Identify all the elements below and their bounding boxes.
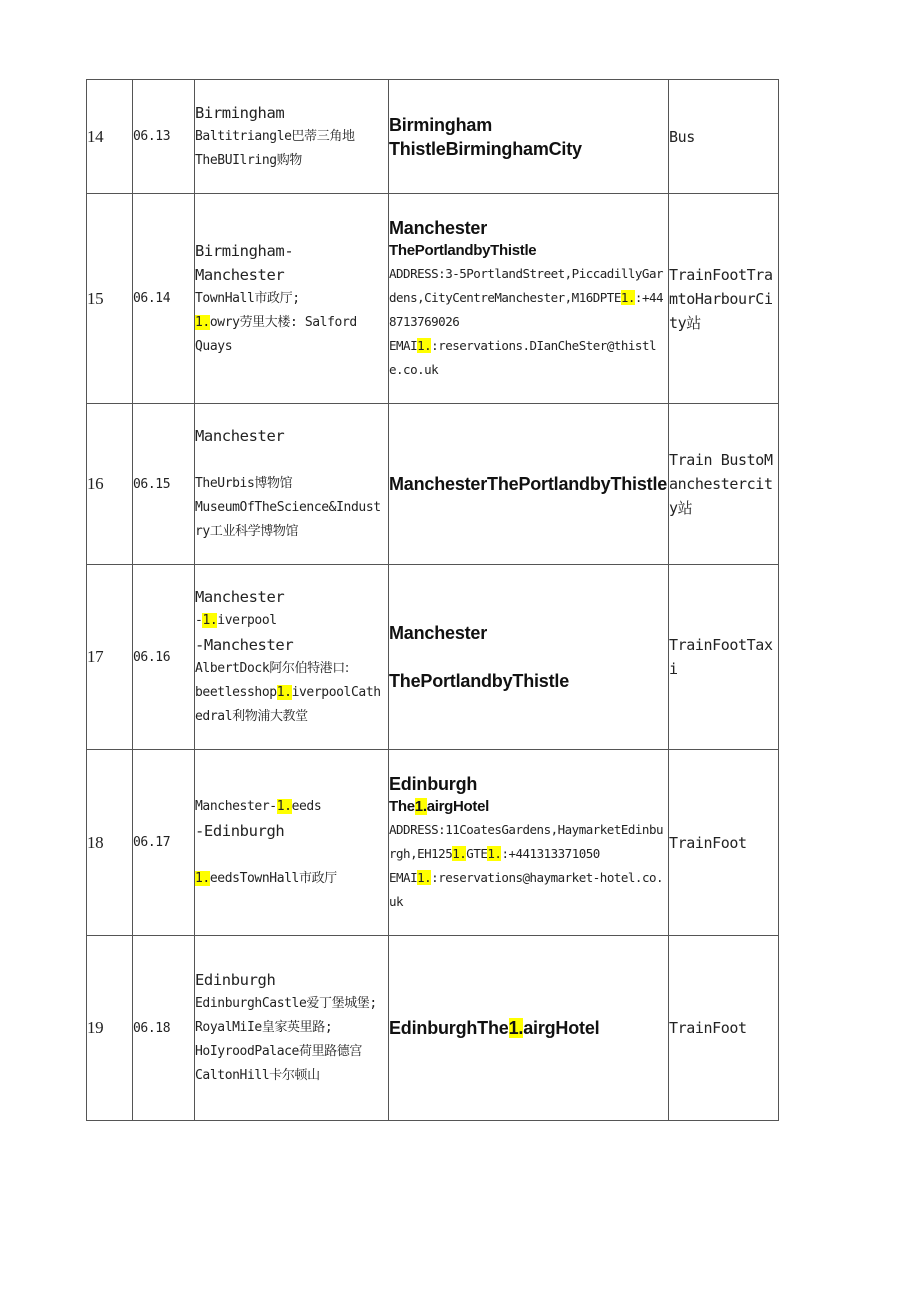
text-run: ThistleBirminghamCity [389,138,582,159]
hotel-name-line [389,240,668,262]
transport-cell [669,404,779,565]
route-line [195,819,388,843]
route-line [195,585,388,609]
text-run: TheUrbis博物馆 [195,476,293,491]
route-line [195,633,388,657]
highlighted-text: 1. [202,613,218,628]
highlighted-text: 1. [452,845,467,861]
route-line [195,795,388,819]
text-run: EMAI [389,869,418,885]
text-run: The [389,797,415,815]
route-line [195,1016,388,1040]
text-run: beetlesshop [195,685,277,700]
route-line [195,101,388,125]
route-cell [195,194,389,404]
text-run: EdinburghCastle爱丁堡城堡; [195,996,377,1011]
hotel-cell [389,80,669,194]
hotel-spacer [389,645,668,669]
text-run: Manchester- [195,798,277,814]
text-run: 市政厅 [298,870,337,886]
transport-cell [669,194,779,404]
hotel-contact-line [389,334,668,382]
table-row [87,194,779,404]
table-row [87,750,779,936]
text-run: Bus [669,127,695,146]
itinerary-table [86,79,779,1121]
text-run: airgHotel [426,797,490,815]
hotel-name-line [389,621,668,645]
route-line [195,287,388,311]
transport-cell [669,80,779,194]
hotel-contact-line [389,866,668,914]
day-number-cell: 18 [87,750,133,936]
text-run: 阿尔伯特港口: [269,661,349,676]
highlighted-text: 1. [417,869,432,885]
route-cell [195,565,389,750]
day-number-cell: 19 [87,936,133,1121]
hotel-cell [389,936,669,1121]
table-row [87,565,779,750]
route-cell [195,404,389,565]
hotel-name-line [389,772,668,796]
route-line [195,125,388,149]
hotel-name-line [389,216,668,240]
highlighted-text: 1. [195,314,210,330]
date-cell: 06.17 [133,750,195,936]
date-cell: 06.15 [133,404,195,565]
date-cell: 06.14 [133,194,195,404]
text-run: airgHotel [523,1018,600,1038]
hotel-contact-line [389,262,668,334]
text-run: ThePortlandbyThistle [389,241,537,259]
text-run: Edinburgh [195,971,276,989]
text-run: RoyalMiIe皇家英里路; [195,1020,333,1035]
text-run: TheBUIlring购物 [195,152,302,168]
text-run: AlbertDock [195,661,270,676]
text-run: Manchester [389,623,488,643]
route-line [195,681,388,729]
route-line [195,609,388,633]
hotel-cell [389,565,669,750]
day-number-cell: 15 [87,194,133,404]
route-line [195,867,388,891]
hotel-cell [389,750,669,936]
text-run: Manchester [195,588,285,606]
text-run: :+448713769026 [389,289,664,329]
date-cell: 06.13 [133,80,195,194]
route-line [195,657,388,681]
route-line [195,263,388,287]
highlighted-text: 1. [276,685,292,700]
text-run: Train BustoManchestercity站 [669,451,773,517]
table-row [87,936,779,1121]
text-run: TrainFootTaxi [669,636,773,678]
text-run: Edinburgh [389,773,478,794]
highlighted-text: 1. [417,337,432,353]
highlighted-text: 1. [414,797,427,815]
transport-cell [669,936,779,1121]
hotel-name-line [389,137,668,161]
text-run: Birmingham- [195,241,294,260]
text-run: HoIyroodPalace荷里路德宫 [195,1044,362,1059]
date-cell: 06.18 [133,936,195,1121]
transport-cell [669,565,779,750]
text-run: MuseumOfTheScience&Industry工业科学博物馆 [195,500,381,539]
route-line [195,424,388,448]
hotel-contact-line [389,818,668,866]
hotel-name-line [389,1016,668,1040]
day-number-cell: 16 [87,404,133,565]
text-run: Manchester [195,427,285,445]
route-cell [195,936,389,1121]
highlighted-text: 1. [508,1018,524,1038]
highlighted-text: 1. [276,798,292,814]
highlighted-text: 1. [620,289,635,305]
route-cell [195,80,389,194]
route-line [195,1040,388,1064]
route-line [195,496,388,544]
route-line [195,149,388,173]
text-run: 利物浦大教堂 [232,709,308,724]
text-run: iverpoolCathedral [195,685,381,724]
text-run: TrainFoot [669,1019,747,1037]
text-run: -Manchester [195,636,294,654]
text-run: -Edinburgh [195,821,285,840]
route-line [195,335,388,359]
hotel-name-line [389,669,668,693]
text-run: Quays [195,338,233,354]
day-number-cell: 14 [87,80,133,194]
route-line [195,968,388,992]
text-run: ADDRESS:3-5PortlandStreet,PiccadillyGardens,CityCentreManchester,M16DPTE [389,265,663,305]
hotel-cell [389,194,669,404]
date-cell: 06.16 [133,565,195,750]
text-run: EMAI [389,337,418,353]
text-run: ADDRESS:11CoatesGardens,HaymarketEdinburgh,EH125 [389,821,663,861]
text-run: GTE [466,845,488,861]
route-line [195,239,388,263]
route-spacer [195,843,388,867]
text-run: :reservations.DIanCheSter@thistle.co.uk [389,337,656,377]
text-run: Birmingham [195,103,285,122]
text-run: :+441313371050 [501,845,600,861]
text-run: :reservations@haymarket-hotel.co.uk [389,869,664,909]
text-run: Birmingham [389,114,493,135]
table-row [87,404,779,565]
text-run: Manchester [389,217,488,238]
highlighted-text: 1. [487,845,502,861]
route-line [195,1064,388,1088]
hotel-name-line [389,796,668,818]
transport-cell [669,750,779,936]
text-run: EdinburghThe [389,1018,509,1038]
day-number-cell: 17 [87,565,133,750]
route-spacer [195,448,388,472]
text-run: iverpool [217,613,277,628]
hotel-name-line [389,472,668,496]
text-run: ManchesterThePortlandbyThistle [389,474,668,494]
text-run: eedsTownHall [209,870,299,886]
route-line [195,311,388,335]
route-line [195,992,388,1016]
text-run: TownHall市政厅; [195,290,300,306]
route-line [195,472,388,496]
table-row [87,80,779,194]
text-run: Baltitriangle巴蒂三角地 [195,128,355,144]
hotel-cell [389,404,669,565]
text-run: TrainFootTramtoHarbourCity站 [669,265,773,332]
text-run: - [195,613,203,628]
route-cell [195,750,389,936]
text-run: CaltonHill卡尔顿山 [195,1068,320,1083]
text-run: owry劳里大楼: Salford [209,314,357,330]
text-run: eeds [291,798,322,814]
text-run: ThePortlandbyThistle [389,671,570,691]
highlighted-text: 1. [195,870,210,886]
hotel-name-line [389,113,668,137]
text-run: TrainFoot [669,833,747,852]
text-run: Manchester [195,265,285,284]
